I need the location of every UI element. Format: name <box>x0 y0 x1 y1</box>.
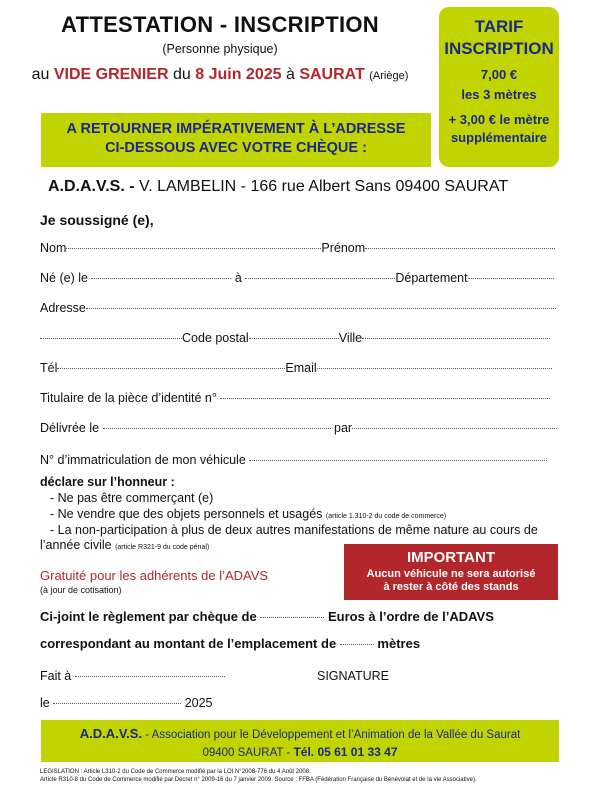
tarif-title: TARIF <box>474 17 524 36</box>
tarif-box <box>439 7 559 167</box>
legal-line-2: Article R310-8 du Code de Commerce modifié par Décret n° 2009-16 du 7 janvier 2009. Source : FFBA (Fédération Française du Bénévolat et de la vie Associative). <box>40 777 477 783</box>
row-fait-a: Fait à <box>40 669 225 683</box>
adresse-field-2[interactable] <box>40 337 182 339</box>
row-adresse: Adresse <box>40 301 556 315</box>
address-rest: V. LAMBELIN - 166 rue Albert Sans 09400 SAURAT <box>139 178 509 195</box>
footer-band <box>41 720 559 762</box>
form-subtitle: (Personne physique) <box>162 42 278 56</box>
legal-text <box>40 768 477 784</box>
metres-field[interactable] <box>340 643 374 645</box>
form-intro: Je soussigné (e), <box>40 212 154 228</box>
row-delivree: Délivrée le par <box>40 421 557 435</box>
declaration-title: déclare sur l’honneur : <box>40 475 175 489</box>
payment-line-1: Ci-joint le règlement par chèque de Euros à l’ordre de l’ADAVS <box>40 609 494 624</box>
code-postal-field[interactable] <box>249 337 339 339</box>
legal-line-1: LEGISLATION : Article L310-2 du Code de Commerce modifié par la LOI N°2008-776 du 4 Août 2008. <box>40 769 311 775</box>
row-immat: N° d’immatriculation de mon véhicule <box>40 453 547 467</box>
departement-field[interactable] <box>468 277 554 279</box>
event-date: 8 Juin 2025 <box>195 66 282 83</box>
footer-line-2: 09400 SAURAT - Tél. 05 61 01 33 47 <box>202 745 398 759</box>
row-date: le 2025 <box>40 696 213 710</box>
email-field[interactable] <box>317 367 552 369</box>
tarif-unit: les 3 mètres <box>461 87 537 102</box>
gratuite-note: (à jour de cotisation) <box>40 585 122 595</box>
row-cp: Code postal Ville <box>40 331 550 345</box>
prenom-field[interactable] <box>365 247 555 249</box>
delivree-field[interactable] <box>103 427 331 429</box>
date-field[interactable] <box>53 702 181 704</box>
important-line-1: Aucun véhicule ne sera autorisé <box>366 568 536 580</box>
return-line-2: CI-DESSOUS AVEC VOTRE CHÈQUE : <box>105 140 367 156</box>
important-title: IMPORTANT <box>406 549 496 566</box>
gratuite-title: Gratuité pour les adhérents de l’ADAVS <box>40 568 269 583</box>
tarif-subtitle: INSCRIPTION <box>444 39 554 58</box>
postal-address <box>48 178 508 196</box>
nom-field[interactable] <box>66 247 321 249</box>
row-nom: Nom Prénom <box>40 241 555 255</box>
ville-field[interactable] <box>362 337 550 339</box>
event-place: SAURAT <box>299 66 365 83</box>
payment-line-2: correspondant au montant de l’emplacement de mètres <box>40 636 421 651</box>
form-title: ATTESTATION - INSCRIPTION <box>61 12 379 37</box>
signature-label: SIGNATURE <box>317 669 389 683</box>
cheque-amount-field[interactable] <box>260 616 324 618</box>
event-name: VIDE GRENIER <box>53 66 169 83</box>
event-line: au VIDE GRENIER du 8 Juin 2025 à SAURAT (Ariège) <box>31 66 409 83</box>
immat-field[interactable] <box>249 459 547 461</box>
declaration-item-2: - Ne vendre que des objets personnels et usagés (article 1.310-2 du code de commerce) <box>50 507 447 521</box>
footer-line-1: A.D.A.V.S. - Association pour le Développement et l’Animation de la Vallée du Saurat <box>79 726 521 741</box>
declaration-item-3: - La non-participation à plus de deux autres manifestations de même nature au cours de <box>50 523 538 537</box>
tel-field[interactable] <box>57 367 285 369</box>
birthdate-field[interactable] <box>91 277 231 279</box>
important-box <box>344 544 558 600</box>
birthplace-field[interactable] <box>245 277 395 279</box>
fait-a-field[interactable] <box>75 675 225 677</box>
gratuite <box>40 568 268 595</box>
tarif-extra: + 3,00 € le mètre <box>448 112 550 127</box>
row-identite: Titulaire de la pièce d’identité n° <box>40 391 550 405</box>
declaration-item-3b: l’année civile (article R321-9 du code pénal) <box>40 538 210 552</box>
return-line-1: A RETOURNER IMPÉRATIVEMENT À L’ADRESSE <box>66 121 406 137</box>
row-naissance: Né (e) le à Département <box>40 271 554 285</box>
par-field[interactable] <box>352 427 557 429</box>
row-tel: Tél Email <box>40 361 552 375</box>
tarif-extra2: supplémentaire <box>450 130 548 145</box>
return-box <box>41 113 431 167</box>
identite-field[interactable] <box>220 397 550 399</box>
important-line-2: à rester à côté des stands <box>383 581 519 593</box>
declaration-item-1: - Ne pas être commerçant (e) <box>50 491 214 505</box>
adresse-field[interactable] <box>86 307 556 309</box>
header <box>20 12 420 84</box>
tarif-price: 7,00 € <box>480 67 518 82</box>
declaration <box>40 475 570 552</box>
address-org: A.D.A.V.S. - <box>48 178 135 195</box>
